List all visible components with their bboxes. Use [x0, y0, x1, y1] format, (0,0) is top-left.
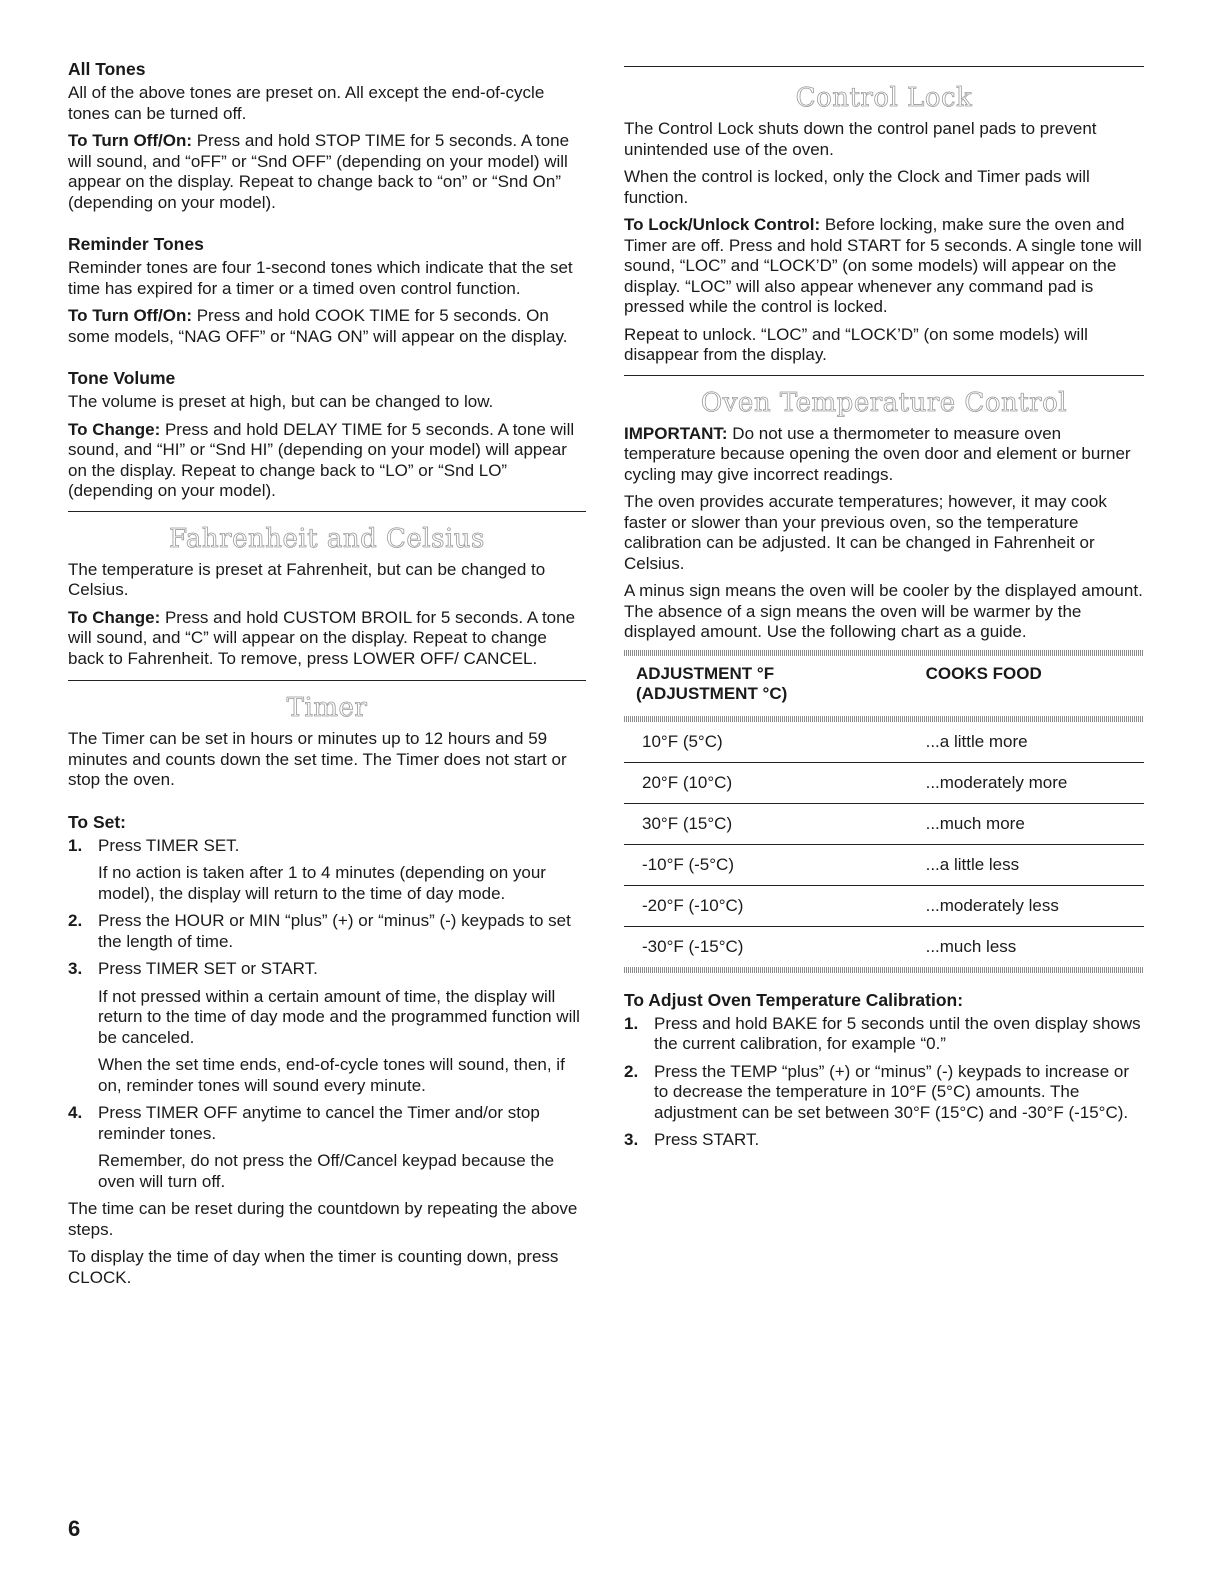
turn-off-label: To Turn Off/On:: [68, 131, 192, 150]
cooks-food-cell: ...moderately more: [926, 762, 1144, 803]
step-number: 4.: [68, 1103, 83, 1122]
adjustment-table: [624, 656, 1144, 967]
list-item: [624, 1130, 1144, 1151]
reminder-tones-heading: Reminder Tones: [68, 234, 204, 254]
all-tones-heading: All Tones: [68, 59, 146, 79]
fahrenheit-celsius-title: Fahrenheit and Celsius: [169, 523, 485, 554]
sign-note: A minus sign means the oven will be cooler by the displayed amount. The absence of a sign means the oven will be warmer by the displayed amount. Use the following chart as a guide.: [624, 581, 1143, 641]
adjustment-cell: 20°F (10°C): [624, 762, 926, 803]
cooks-food-cell: ...much more: [926, 803, 1144, 844]
table-row: [624, 885, 1144, 926]
list-item: [68, 1103, 586, 1192]
turn-off-text: Press and hold COOK TIME for 5 seconds. On some models, “NAG OFF” or “NAG ON” will appear on the display.: [68, 306, 568, 346]
adjustment-cell: 30°F (15°C): [624, 803, 926, 844]
section-divider: [624, 375, 1144, 376]
adjustment-cell: -10°F (-5°C): [624, 844, 926, 885]
control-lock-unlock-note: Repeat to unlock. “LOC” and “LOCK’D” (on some models) will disappear from the display.: [624, 324, 1088, 364]
timer-clock-note: To display the time of day when the timer is counting down, press CLOCK.: [68, 1247, 559, 1287]
change-text: Press and hold CUSTOM BROIL for 5 seconds. A tone will sound, and “C” will appear on the display. Repeat to change back to Fahrenheit. To remove, press LOWER OFF/ CANCEL.: [68, 607, 576, 668]
section-divider: [68, 680, 586, 681]
left-column: [68, 58, 586, 1295]
change-label: To Change:: [68, 607, 161, 627]
step-note: When the set time ends, end-of-cycle tones will sound, then, if on, reminder tones will sound every minute.: [98, 1055, 565, 1095]
step-text: Press the TEMP “plus” (+) or “minus” (-) keypads to increase or to decrease the temperature in 10°F (5°C) amounts. The adjustment can be set between 30°F (15°C) and -30°F (-15°C).: [654, 1061, 1130, 1122]
fahrenheit-change: [68, 608, 586, 670]
table-row: [624, 722, 1144, 763]
oven-temperature-title: Oven Temperature Control: [700, 387, 1068, 418]
tone-volume-heading: Tone Volume: [68, 368, 176, 388]
list-item: [68, 959, 586, 1096]
step-text: Press and hold BAKE for 5 seconds until the oven display shows the current calibration, for example “0.”: [654, 1013, 1141, 1053]
lock-unlock-text: Before locking, make sure the oven and Timer are off. Press and hold START for 5 seconds. A single tone will sound, “LOC” and “LOCK’D” (on some models) will appear on the display. “LOC” will also appear whenever any command pad is pressed while the control is locked.: [624, 215, 1142, 316]
timer-reset-note: The time can be reset during the countdown by repeating the above steps.: [68, 1199, 578, 1239]
step-note: If no action is taken after 1 to 4 minutes (depending on your model), the display will return to the time of day mode.: [98, 863, 546, 903]
fahrenheit-intro: The temperature is preset at Fahrenheit, but can be changed to Celsius.: [68, 559, 546, 599]
step-number: 3.: [624, 1130, 639, 1149]
table-bottom-border: [624, 967, 1144, 973]
cooks-food-cell: ...a little more: [926, 722, 1144, 763]
change-text: Press and hold DELAY TIME for 5 seconds. A tone will sound, and “HI” or “Snd HI” (depending on your model) will appear on the display. Repeat to change back to “LO” or “Snd LO” (depending on your model).: [68, 419, 575, 500]
step-text: Press TIMER OFF anytime to cancel the Timer and/or stop reminder tones.: [98, 1103, 540, 1143]
control-lock-title: Control Lock: [795, 83, 973, 113]
section-divider: [624, 66, 1144, 67]
step-note: Remember, do not press the Off/Cancel keypad because the oven will turn off.: [98, 1151, 555, 1191]
to-set-heading: To Set:: [68, 811, 127, 832]
reminder-tones-turn-off: [68, 306, 586, 347]
timer-steps: [68, 836, 586, 1193]
right-column: [624, 66, 1144, 1158]
header-adjustment-f: ADJUSTMENT °F: [636, 663, 775, 683]
accuracy-note: The oven provides accurate temperatures; however, it may cook faster or slower than your previous oven, so the temperature calibration can be adjusted. It can be changed in Fahrenheit or Celsius.: [624, 492, 1107, 573]
lock-unlock-label: To Lock/Unlock Control:: [624, 215, 821, 234]
turn-off-text: Press and hold STOP TIME for 5 seconds. A tone will sound, and “oFF” or “Snd OFF” (depending on your model) will appear on the display. Repeat to change back to “on” or “Snd On” (depending on your model).: [68, 131, 570, 212]
control-lock-intro: The Control Lock shuts down the control panel pads to prevent unintended use of the oven.: [624, 119, 1097, 159]
step-number: 1.: [68, 835, 83, 855]
control-lock-locked-note: When the control is locked, only the Clock and Timer pads will function.: [624, 167, 1090, 207]
step-note: If not pressed within a certain amount of time, the display will return to the time of day mode and the programmed function will be canceled.: [98, 986, 580, 1047]
tone-volume-intro: The volume is preset at high, but can be changed to low.: [68, 392, 494, 411]
control-lock-instructions: [624, 215, 1144, 318]
adjustment-cell: -30°F (-15°C): [642, 936, 744, 956]
header-adjustment-c: (ADJUSTMENT °C): [636, 683, 788, 703]
timer-intro: The Timer can be set in hours or minutes up to 12 hours and 59 minutes and counts down the set time. The Timer does not start or stop the oven.: [68, 729, 567, 789]
table-row: [624, 844, 1144, 885]
step-number: 1.: [624, 1013, 639, 1033]
reminder-tones-intro: Reminder tones are four 1-second tones which indicate that the set time has expired for a timer or a timed oven control function.: [68, 258, 573, 298]
table-row: [624, 926, 1144, 967]
cooks-food-cell: ...a little less: [926, 844, 1144, 885]
table-row: [624, 762, 1144, 803]
important-text: Do not use a thermometer to measure oven temperature because opening the oven door and element or burner cycling may give incorrect readings.: [624, 423, 1131, 484]
step-text: Press TIMER SET.: [98, 835, 240, 855]
all-tones-turn-off: [68, 131, 586, 213]
section-divider: [68, 511, 586, 512]
column-header-cooks-food: COOKS FOOD: [925, 663, 1042, 683]
column-header-adjustment: [624, 656, 926, 716]
adjustment-cell: 10°F (5°C): [624, 722, 926, 763]
change-label: To Change:: [68, 419, 161, 439]
step-number: 2.: [624, 1061, 639, 1081]
step-number: 3.: [68, 959, 83, 978]
table-row: [624, 803, 1144, 844]
page-number: 6: [68, 1516, 81, 1541]
step-text: Press TIMER SET or START.: [98, 959, 318, 978]
all-tones-intro: All of the above tones are preset on. All except the end-of-cycle tones can be turned off.: [68, 83, 545, 123]
turn-off-label: To Turn Off/On:: [68, 306, 192, 325]
timer-title: Timer: [286, 693, 368, 723]
calibration-steps: [624, 1014, 1144, 1151]
list-item: [624, 1062, 1144, 1124]
adjustment-cell: -20°F (-10°C): [624, 885, 926, 926]
step-text: Press the HOUR or MIN “plus” (+) or “minus” (-) keypads to set the length of time.: [98, 911, 571, 951]
list-item: [68, 836, 586, 905]
cooks-food-cell: ...much less: [925, 936, 1017, 956]
important-note: [624, 424, 1144, 486]
list-item: [624, 1014, 1144, 1055]
important-label: IMPORTANT:: [624, 423, 728, 443]
step-number: 2.: [68, 911, 83, 930]
adjust-calibration-heading: To Adjust Oven Temperature Calibration:: [624, 989, 964, 1010]
tone-volume-change: [68, 420, 586, 502]
cooks-food-cell: ...moderately less: [926, 885, 1144, 926]
step-text: Press START.: [654, 1130, 760, 1149]
list-item: [68, 911, 586, 952]
